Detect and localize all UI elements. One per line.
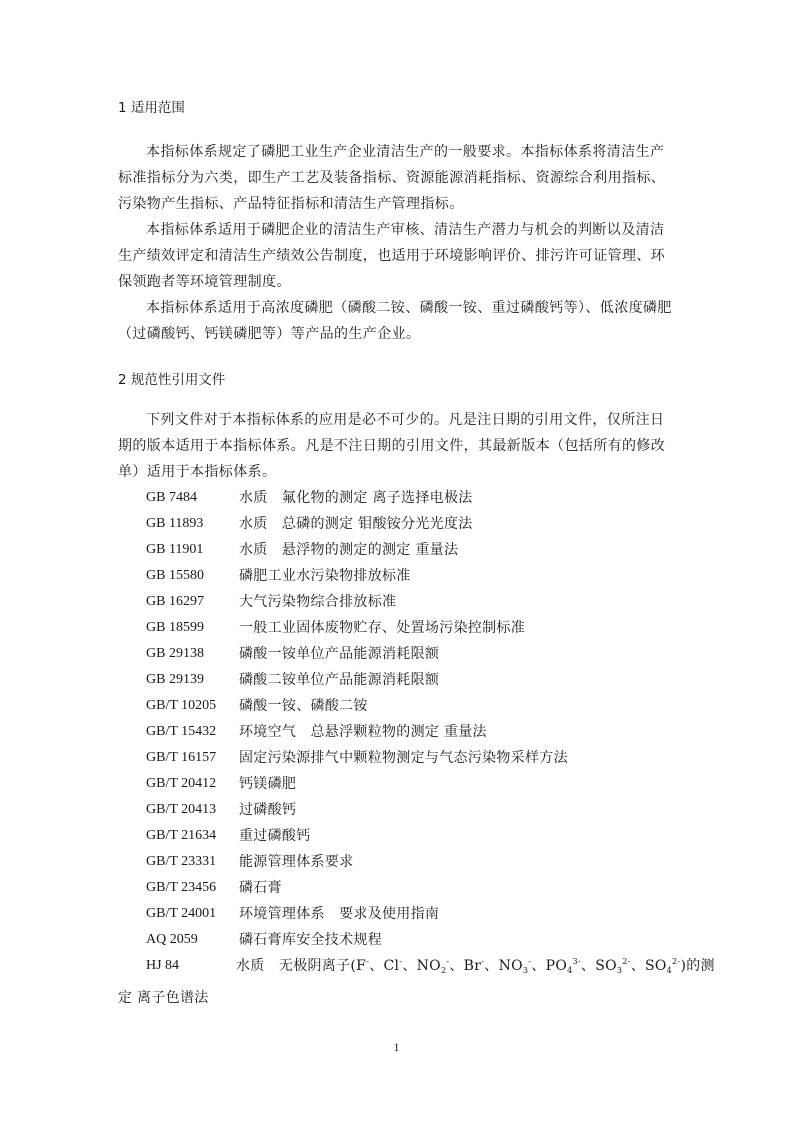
reference-title: 钙镁磷肥 xyxy=(239,776,297,792)
reference-title-continuation: 定 离子色谱法 xyxy=(118,990,209,1006)
reference-title: 磷肥工业水污染物排放标准 xyxy=(239,568,411,584)
reference-title: 能源管理体系要求 xyxy=(239,854,354,870)
reference-item xyxy=(118,537,678,563)
reference-item xyxy=(118,563,678,589)
reference-code: GB 15580 xyxy=(146,568,204,583)
reference-item xyxy=(118,771,678,797)
section-heading-references: 2 规范性引用文件 xyxy=(118,372,226,388)
reference-title: 水质 氟化物的测定 离子选择电极法 xyxy=(239,490,473,506)
reference-title: 水质 悬浮物的测定的测定 重量法 xyxy=(239,542,459,558)
reference-code: GB/T 23331 xyxy=(146,854,217,869)
reference-code: AQ 2059 xyxy=(146,932,198,947)
reference-item xyxy=(118,849,678,875)
reference-item xyxy=(118,953,715,979)
reference-item xyxy=(118,511,678,537)
reference-item xyxy=(118,485,678,511)
paragraph-scope-1: 本指标体系规定了磷肥工业生产企业清洁生产的一般要求。本指标体系将清洁生产标准指标分为六类，即生产工艺及装备指标、资源能源消耗指标、资源综合利用指标、污染物产生指标、产品特征指标和清洁生产管理指标。 xyxy=(118,144,666,212)
reference-title: 磷酸一铵单位产品能源消耗限额 xyxy=(239,646,440,662)
reference-title: 磷石膏库安全技术规程 xyxy=(239,932,382,948)
reference-title: 磷酸一铵、磷酸二铵 xyxy=(239,698,368,714)
reference-code: GB 18599 xyxy=(146,620,204,635)
paragraph-scope-3: 本指标体系适用于高浓度磷肥（磷酸二铵、磷酸一铵、重过磷酸钙等）、低浓度磷肥（过磷酸钙、钙镁磷肥等）等产品的生产企业。 xyxy=(118,300,672,342)
reference-code: GB/T 23456 xyxy=(146,880,217,895)
reference-title: 水质 无极阴离子(F-、Cl-、$NO_2^-$、Br-、$NO_3^-$、$PO_4^{3-}$、$SO_3^{2-}$、$SO_4^{2-}$)的测 xyxy=(236,957,715,975)
reference-code: GB/T 24001 xyxy=(146,906,217,921)
reference-item xyxy=(118,667,678,693)
reference-code: GB 16297 xyxy=(146,594,204,609)
reference-item xyxy=(118,589,678,615)
reference-item xyxy=(118,927,678,953)
reference-code: GB/T 10205 xyxy=(146,698,217,713)
paragraph-scope-2: 本指标体系适用于磷肥企业的清洁生产审核、清洁生产潜力与机会的判断以及清洁生产绩效评定和清洁生产绩效公告制度，也适用于环境影响评价、排污许可证管理、环保领跑者等环境管理制度。 xyxy=(118,222,666,290)
reference-code: GB/T 21634 xyxy=(146,828,217,843)
reference-item xyxy=(118,719,678,745)
page-number: 1 xyxy=(393,1040,400,1054)
reference-title: 磷石膏 xyxy=(239,880,282,896)
reference-code: GB 29139 xyxy=(146,672,204,687)
reference-title: 磷酸二铵单位产品能源消耗限额 xyxy=(239,672,440,688)
reference-item xyxy=(118,693,678,719)
paragraph-references-intro: 下列文件对于本指标体系的应用是必不可少的。凡是注日期的引用文件，仅所注日期的版本适用于本指标体系。凡是不注日期的引用文件，其最新版本（包括所有的修改单）适用于本指标体系。 xyxy=(118,412,666,480)
reference-title: 重过磷酸钙 xyxy=(239,828,311,844)
reference-item xyxy=(118,901,678,927)
reference-item xyxy=(118,823,678,849)
reference-code: GB 11901 xyxy=(146,542,204,557)
reference-code: GB/T 20413 xyxy=(146,802,217,817)
reference-title: 环境空气 总悬浮颗粒物的测定 重量法 xyxy=(239,724,487,740)
reference-title: 环境管理体系 要求及使用指南 xyxy=(239,906,440,922)
reference-code: GB 7484 xyxy=(146,490,197,505)
reference-title: 过磷酸钙 xyxy=(239,802,297,818)
reference-code: GB/T 20412 xyxy=(146,776,217,791)
reference-item xyxy=(118,745,678,771)
reference-code: GB 11893 xyxy=(146,516,204,531)
reference-title: 大气污染物综合排放标准 xyxy=(239,594,397,610)
reference-item xyxy=(118,641,678,667)
reference-title: 水质 总磷的测定 钼酸铵分光光度法 xyxy=(239,516,473,532)
reference-item xyxy=(118,875,678,901)
reference-code: HJ 84 xyxy=(146,958,180,973)
reference-code: GB/T 16157 xyxy=(146,750,217,765)
reference-list xyxy=(118,485,715,979)
reference-item xyxy=(118,797,678,823)
reference-code: GB 29138 xyxy=(146,646,204,661)
section-heading-scope: 1 适用范围 xyxy=(118,100,185,116)
reference-title: 固定污染源排气中颗粒物测定与气态污染物采样方法 xyxy=(239,750,568,766)
reference-code: GB/T 15432 xyxy=(146,724,217,739)
reference-item xyxy=(118,615,678,641)
reference-title: 一般工业固体废物贮存、处置场污染控制标准 xyxy=(239,620,525,636)
